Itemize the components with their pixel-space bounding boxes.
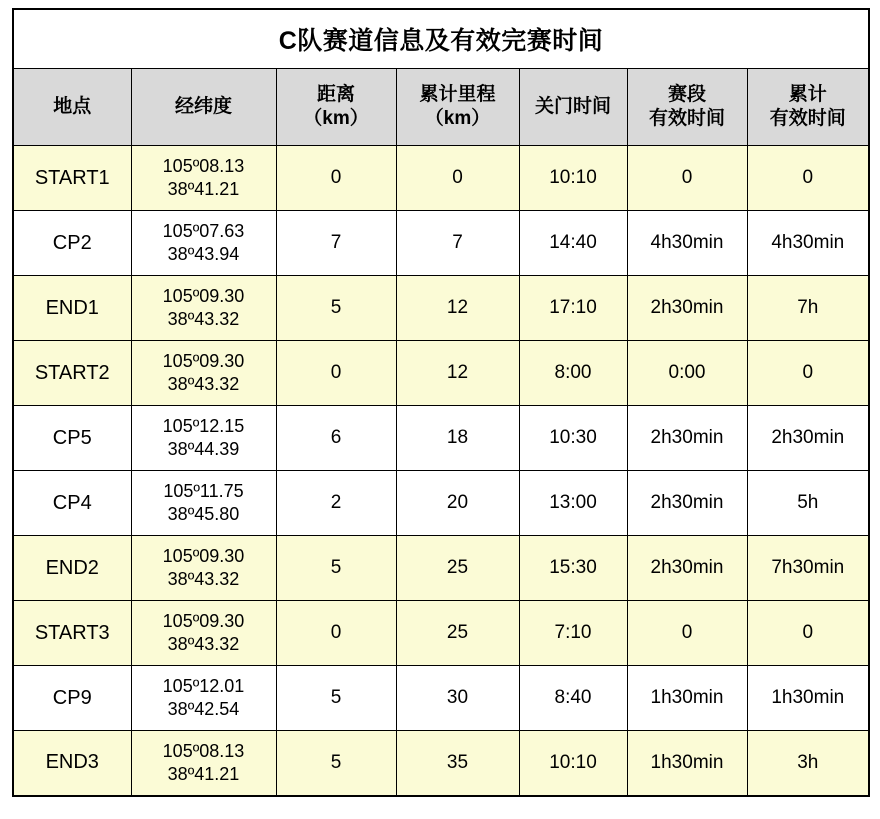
cell-distance: 5 [276,666,396,731]
table-row [13,536,869,601]
cell-segment-valid: 2h30min [627,471,747,536]
column-header-cumulative-valid-time-label: 累计 [788,84,827,106]
cell-close-time: 10:10 [519,731,627,796]
cell-longitude: 38º43.32 [167,634,240,654]
table-row [13,146,869,211]
cell-segment-valid: 0 [627,146,747,211]
page-title: C队赛道信息及有效完赛时间 [13,9,869,69]
cell-distance: 5 [276,731,396,796]
cell-place: CP5 [13,406,131,471]
column-header-coordinates-label: 经纬度 [174,96,232,118]
column-header-place-label: 地点 [53,96,92,118]
cell-place: END2 [13,536,131,601]
column-header-segment-valid-time-sub: 有效时间 [648,108,725,129]
cell-longitude: 38º41.21 [167,763,240,784]
cell-coordinates [131,341,276,406]
column-header-cumulative-valid-time [747,69,869,146]
cell-cumulative-valid: 7h30min [747,536,869,601]
cell-cumulative: 35 [396,731,519,796]
column-header-place [13,69,131,146]
table-row [13,471,869,536]
cell-segment-valid: 1h30min [627,731,747,796]
cell-place: START2 [13,341,131,406]
cell-distance: 0 [276,146,396,211]
cell-latitude: 105º07.63 [162,220,245,241]
cell-distance: 0 [276,601,396,666]
cell-distance: 7 [276,211,396,276]
cell-close-time: 10:30 [519,406,627,471]
cell-longitude: 38º43.94 [167,244,240,264]
column-header-close-time-label: 关门时间 [534,96,611,118]
cell-latitude: 105º08.13 [162,155,245,176]
column-header-segment-valid-time-label: 赛段 [667,84,706,106]
cell-cumulative: 30 [396,666,519,731]
cell-place: START1 [13,146,131,211]
cell-cumulative-valid: 0 [747,146,869,211]
column-header-distance [276,69,396,146]
cell-place: CP2 [13,211,131,276]
cell-coordinates [131,536,276,601]
cell-segment-valid: 4h30min [627,211,747,276]
cell-place: END1 [13,276,131,341]
cell-latitude: 105º11.75 [163,480,244,501]
cell-latitude: 105º12.15 [162,415,245,436]
column-header-cumulative-distance-label: 累计里程 [419,84,496,106]
title-row [13,9,869,69]
cell-segment-valid: 2h30min [627,406,747,471]
cell-close-time: 8:40 [519,666,627,731]
cell-latitude: 105º09.30 [162,610,245,631]
cell-segment-valid: 0 [627,601,747,666]
cell-cumulative-valid: 0 [747,601,869,666]
cell-latitude: 105º09.30 [162,545,245,566]
cell-close-time: 17:10 [519,276,627,341]
cell-longitude: 38º42.54 [167,699,240,719]
cell-longitude: 38º41.21 [167,179,240,199]
column-header-cumulative-distance-unit: （km） [424,108,491,129]
cell-segment-valid: 0:00 [627,341,747,406]
cell-coordinates [131,406,276,471]
cell-cumulative: 0 [396,146,519,211]
table-body [13,146,869,796]
cell-close-time: 15:30 [519,536,627,601]
table-head [13,9,869,146]
cell-coordinates [131,666,276,731]
cell-segment-valid: 2h30min [627,276,747,341]
cell-coordinates [131,146,276,211]
column-header-distance-unit: （km） [303,108,369,129]
cell-longitude: 38º43.32 [167,309,240,329]
cell-close-time: 14:40 [519,211,627,276]
cell-place: START3 [13,601,131,666]
column-header-coordinates [131,69,276,146]
cell-place: CP9 [13,666,131,731]
column-header-distance-label: 距离 [316,84,355,106]
table-row [13,406,869,471]
cell-coordinates [131,211,276,276]
cell-distance: 5 [276,276,396,341]
cell-cumulative: 25 [396,536,519,601]
cell-coordinates [131,601,276,666]
cell-cumulative: 18 [396,406,519,471]
column-header-cumulative-distance [396,69,519,146]
column-header-close-time [519,69,627,146]
table-row [13,601,869,666]
cell-latitude: 105º09.30 [162,285,245,306]
cell-cumulative-valid: 0 [747,341,869,406]
cell-coordinates [131,731,276,796]
cell-cumulative: 12 [396,341,519,406]
cell-cumulative: 25 [396,601,519,666]
cell-cumulative: 12 [396,276,519,341]
cell-cumulative-valid: 3h [747,731,869,796]
cell-close-time: 13:00 [519,471,627,536]
cell-latitude: 105º08.13 [162,740,245,761]
cell-cumulative: 7 [396,211,519,276]
cell-segment-valid: 2h30min [627,536,747,601]
cell-coordinates [131,471,276,536]
cell-place: END3 [13,731,131,796]
cell-cumulative: 20 [396,471,519,536]
cell-coordinates [131,276,276,341]
cell-longitude: 38º44.39 [167,439,240,459]
cell-place: CP4 [13,471,131,536]
cell-cumulative-valid: 4h30min [747,211,869,276]
race-info-table [12,8,870,797]
table-row [13,276,869,341]
column-header-row [13,69,869,146]
cell-cumulative-valid: 5h [747,471,869,536]
cell-latitude: 105º09.30 [162,350,245,371]
cell-longitude: 38º43.32 [167,374,240,394]
cell-distance: 2 [276,471,396,536]
cell-longitude: 38º43.32 [167,569,240,589]
cell-latitude: 105º12.01 [162,675,245,696]
cell-segment-valid: 1h30min [627,666,747,731]
table-row [13,731,869,796]
cell-distance: 5 [276,536,396,601]
column-header-segment-valid-time [627,69,747,146]
table-row [13,211,869,276]
table-row [13,666,869,731]
cell-close-time: 7:10 [519,601,627,666]
cell-distance: 0 [276,341,396,406]
column-header-cumulative-valid-time-sub: 有效时间 [769,108,846,129]
cell-cumulative-valid: 1h30min [747,666,869,731]
cell-longitude: 38º45.80 [167,504,240,524]
cell-cumulative-valid: 7h [747,276,869,341]
cell-close-time: 8:00 [519,341,627,406]
cell-distance: 6 [276,406,396,471]
cell-cumulative-valid: 2h30min [747,406,869,471]
table-row [13,341,869,406]
cell-close-time: 10:10 [519,146,627,211]
